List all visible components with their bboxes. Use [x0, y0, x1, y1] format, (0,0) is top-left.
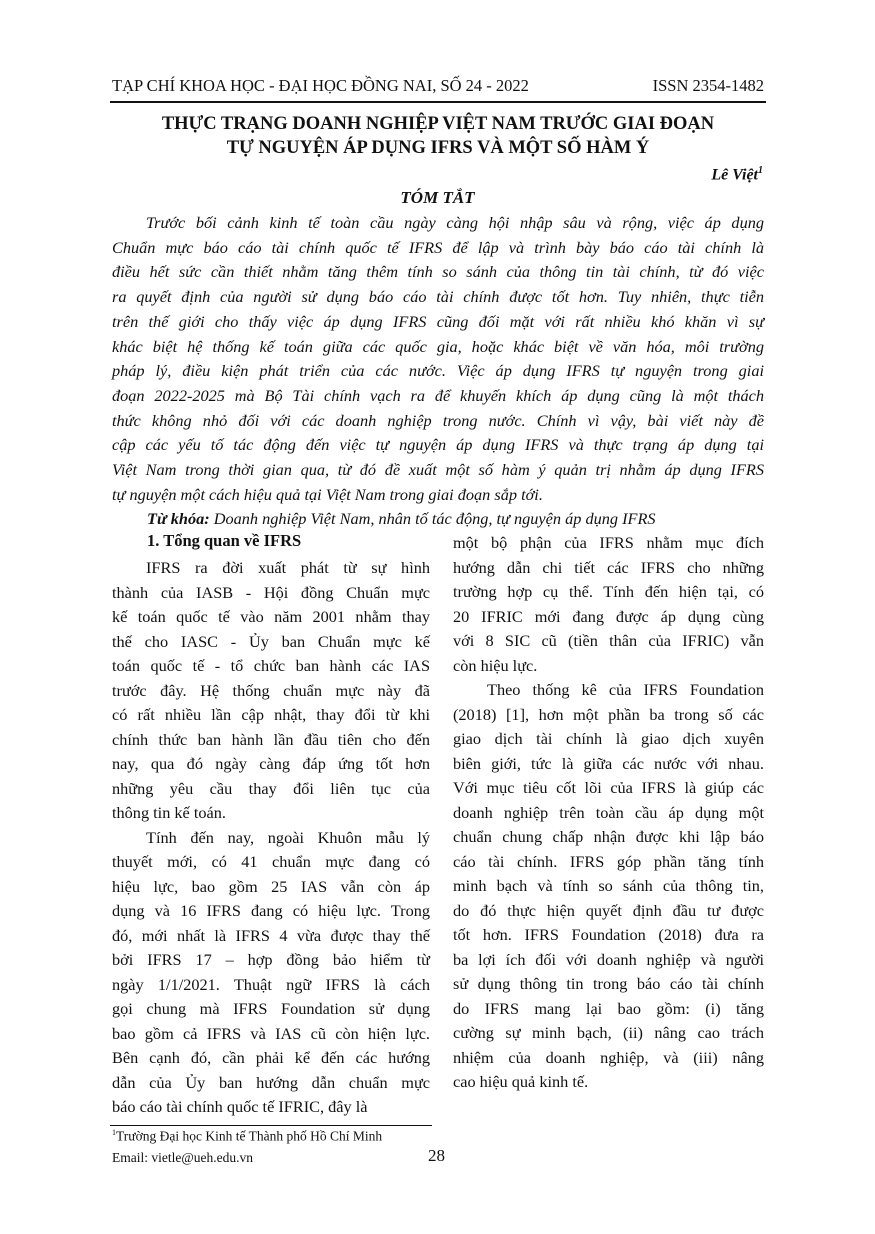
text-line: hiệu lực, bao gồm 25 IAS vẫn còn áp [112, 876, 430, 896]
text-line: thuyết mới, có 41 chuẩn mực đang có [112, 852, 430, 871]
text-line: chính thức ban hành lần đầu tiên cho đến [112, 729, 430, 749]
text-line: toán quốc tế - tổ chức ban hành các IAS [112, 656, 430, 675]
text-line: khác biệt hệ thống kế toán giữa các quốc gia, hoặc khác biệt về văn hóa, môi trường [112, 336, 764, 356]
text-line: bao gồm cả IFRS và IAS cũ còn hiện lực. [112, 1023, 430, 1043]
text-line: điều hết sức cần thiết nhằm tăng thêm tính so sánh của thông tin tài chính, từ đó việc [112, 262, 764, 282]
footnote-affiliation [112, 1128, 382, 1145]
journal-name: TẠP CHÍ KHOA HỌC - ĐẠI HỌC ĐỒNG NAI, SỐ 24 - 2022 [112, 76, 529, 95]
text-line: cáo tài chính. IFRS góp phần tăng tính [453, 851, 764, 871]
text-line: pháp lý, điều kiện phát triển của các nước. Việc áp dụng IFRS tự nguyện trong giai [112, 361, 764, 381]
text-line: minh bạch và tính so sánh của thông tin, [453, 876, 764, 895]
text-line: những yêu cầu thay đổi liên tục của [112, 778, 430, 798]
text-line: ngày 1/1/2021. Thuật ngữ IFRS là cách [112, 974, 430, 994]
text-line: tốt hơn. IFRS Foundation (2018) đưa ra [453, 925, 764, 944]
text-line: sử dụng thông tin trong báo cáo tài chính [453, 974, 764, 993]
text-line: trường hợp cụ thể. Tính đến hiện tại, có [453, 582, 764, 601]
text-line: dẫn của Ủy ban hướng dẫn chuẩn mực [112, 1072, 430, 1092]
text-line: do đó thực hiện quyết định đầu tư được [453, 900, 764, 920]
author-name: Lê Việt [711, 166, 758, 184]
footnote-mark: 1 [112, 1128, 116, 1137]
text-line: nhiệm của doanh nghiệp, và (iii) nâng [453, 1047, 764, 1067]
keywords [147, 509, 656, 529]
text-line: chuẩn chung chấp nhận được khi lập báo [453, 827, 764, 846]
text-line: nay, qua đó ngày càng đáp ứng tốt hơn [112, 754, 430, 773]
article-title-line-2: TỰ NGUYỆN ÁP DỤNG IFRS VÀ MỘT SỐ HÀM Ý [226, 138, 650, 158]
text-line: (2018) [1], hơn một phần ba trong số các [453, 704, 764, 724]
text-line: cập các yếu tố tác động đến việc tự nguyện áp dụng IFRS và thực trạng áp dụng tại [112, 435, 764, 455]
text-line: đó, mới nhất là IFRS 4 vừa được thay thế [112, 925, 430, 945]
text-line: dụng và 16 IFRS đang có hiệu lực. Trong [112, 901, 430, 920]
text-line: với 8 SIC cũ (tiền thân của IFRIC) vẫn [453, 631, 764, 650]
text-line: có rất nhiều lần cập nhật, thay đổi từ khi [112, 705, 430, 724]
article-title-line-1: THỰC TRẠNG DOANH NGHIỆP VIỆT NAM TRƯỚC GIAI ĐOẠN [161, 114, 715, 134]
text-line: kế toán quốc tế vào năm 2001 nhằm thay [112, 607, 430, 626]
text-line: đoạn 2022-2025 mà Bộ Tài chính vạch ra để khuyến khích áp dụng cũng là một thách [112, 385, 764, 405]
text-line: Trước bối cảnh kinh tế toàn cầu ngày càng hội nhập sâu và rộng, việc áp dụng [146, 213, 764, 232]
footnote-email: Email: vietle@ueh.edu.vn [112, 1150, 254, 1165]
abstract-heading: TÓM TẮT [400, 188, 475, 207]
header-rule [110, 101, 766, 103]
text-line: thành của IASB - Hội đồng Chuẩn mực [112, 582, 430, 602]
text-line: trước đây. Hệ thống chuẩn mực này đã [112, 680, 430, 700]
text-line: trên thế giới cho thấy việc áp dụng IFRS cũng đối mặt với rất nhiều khó khăn vì sự [112, 311, 764, 331]
footnote-rule [110, 1125, 432, 1126]
text-line: báo cáo tài chính quốc tế IFRIC, đây là [112, 1097, 368, 1116]
text-line: Theo thống kê của IFRS Foundation [487, 680, 764, 699]
text-line: Với mục tiêu cốt lõi của IFRS là giúp các [453, 778, 764, 797]
text-line: một bộ phận của IFRS nhằm mục đích [453, 533, 764, 552]
author [711, 165, 763, 184]
text-line: ba lợi ích đối với doanh nghiệp và người [453, 949, 764, 969]
text-line: hướng dẫn chi tiết các IFRS cho những [453, 557, 764, 577]
text-line: Tính đến nay, ngoài Khuôn mẫu lý [146, 827, 430, 847]
text-line: tự nguyện một cách hiệu quả tại Việt Nam trong giai đoạn sắp tới. [112, 484, 543, 504]
text-line: gọi chung mà IFRS Foundation sử dụng [112, 999, 430, 1018]
author-footnote-mark: 1 [758, 165, 763, 176]
text-line: cường sự minh bạch, (ii) nâng cao trách [453, 1023, 764, 1042]
text-line: thông tin kế toán. [112, 803, 226, 822]
text-line: bởi IFRS 17 – hợp đồng bảo hiểm từ [112, 950, 430, 969]
text-line: Chuẩn mực báo cáo tài chính quốc tế IFRS để lập và trình bày báo cáo tài chính là [112, 237, 764, 257]
section-heading: 1. Tổng quan về IFRS [147, 531, 302, 550]
text-line: còn hiệu lực. [453, 655, 538, 675]
affiliation-text: Trường Đại học Kinh tế Thành phố Hồ Chí Minh [116, 1128, 383, 1144]
text-line: 20 IFRIC mới đang được áp dụng cùng [453, 606, 764, 626]
text-line: IFRS ra đời xuất phát từ sự hình [146, 558, 430, 577]
text-line: Việt Nam trong thời gian qua, từ đó đề xuất một số hàm ý quản trị nhằm áp dụng IFRS [112, 460, 764, 479]
text-line: doanh nghiệp trên toàn cầu áp dụng một [453, 802, 764, 822]
text-line: thức không nhỏ đối với các doanh nghiệp trong nước. Chính vì vậy, bài viết này đề [112, 410, 764, 430]
text-line: cao hiệu quả kinh tế. [453, 1072, 589, 1091]
text-line: biên giới, tức là giữa các nước với nhau. [453, 753, 764, 773]
running-header [112, 76, 764, 96]
text-line: giao dịch tài chính là giao dịch xuyên [453, 729, 764, 748]
text-line: ra quyết định của người sử dụng báo cáo tài chính được tốt hơn. Tuy nhiên, thực tiễn [112, 287, 764, 307]
issn: ISSN 2354-1482 [652, 76, 764, 95]
keywords-label: Từ khóa: [147, 509, 210, 528]
keywords-text: Doanh nghiệp Việt Nam, nhân tố tác động, tự nguyện áp dụng IFRS [213, 509, 656, 528]
text-line: Bên cạnh đó, cần phải kể đến các hướng [112, 1048, 430, 1067]
text-line: do IFRS mang lại bao gồm: (i) tăng [453, 998, 764, 1018]
text-line: thế cho IASC - Ủy ban Chuẩn mực kế [112, 631, 430, 651]
page-number: 28 [428, 1146, 445, 1165]
